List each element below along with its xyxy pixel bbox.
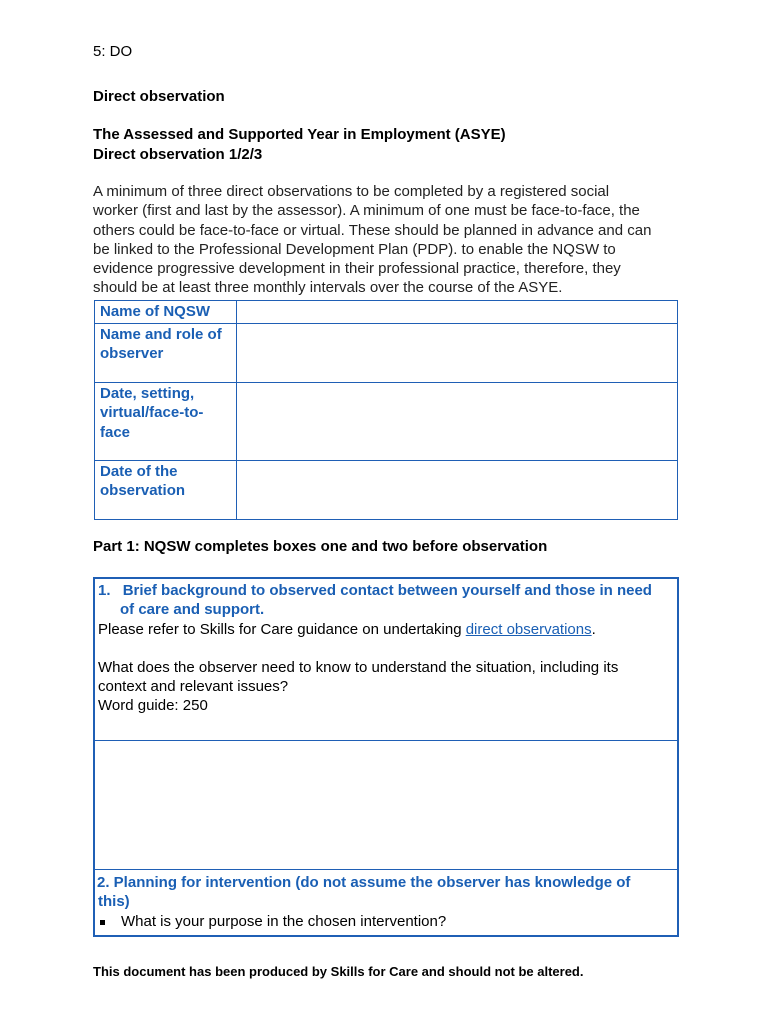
bullet-text: What is your purpose in the chosen intervention? (121, 913, 447, 930)
box1-question-line1: What does the observer need to know to understand the situation, including its (98, 659, 619, 676)
guidance-text: Please refer to Skills for Care guidance on undertaking (98, 621, 466, 638)
box2-bullet-item (98, 912, 446, 932)
label-line: Name of NQSW (100, 303, 211, 320)
observation-date-field[interactable] (237, 460, 678, 519)
section-title: Direct observation (93, 88, 225, 105)
section-code: 5: DO (93, 43, 133, 60)
table-row (95, 460, 678, 519)
nqsw-name-label (95, 301, 237, 324)
label-line: face (100, 423, 131, 441)
table-row (95, 323, 678, 382)
intro-line: A minimum of three direct observations to be completed by a registered social (93, 183, 610, 200)
label-line: Date of the (100, 462, 178, 480)
nqsw-name-field[interactable] (237, 301, 678, 324)
box1-guidance (98, 620, 596, 640)
direct-observations-link[interactable]: direct observations (465, 621, 592, 638)
divider (95, 869, 677, 870)
label-line: Name and role of (100, 325, 222, 343)
box1-title-line2: of care and support. (120, 601, 265, 618)
part1-box (93, 577, 679, 937)
document-subtitle: Direct observation 1/2/3 (93, 146, 263, 163)
box1-title-line1 (98, 581, 652, 601)
square-bullet-icon (100, 920, 105, 925)
part1-heading: Part 1: NQSW completes boxes one and two before observation (93, 538, 548, 555)
box2-title-line1: 2. Planning for intervention (do not assume the observer has knowledge of (97, 874, 631, 891)
intro-line: be linked to the Professional Development Plan (PDP). to enable the NQSW to (93, 240, 616, 258)
guidance-suffix: . (591, 621, 596, 638)
intro-line: evidence progressive development in their professional practice, therefore, they (93, 260, 621, 278)
box2-title-line2: this) (98, 893, 130, 910)
intro-line: others could be face-to-face or virtual. These should be planned in advance and can (93, 221, 652, 239)
date-setting-label (95, 382, 237, 460)
box1-number: 1. (98, 582, 111, 599)
observer-name-role-label (95, 323, 237, 382)
label-line: virtual/face-to- (100, 404, 204, 421)
footer-notice: This document has been produced by Skills for Care and should not be altered. (93, 964, 584, 979)
intro-line: worker (first and last by the assessor). A minimum of one must be face-to-face, the (93, 202, 640, 220)
observation-details-table (94, 300, 678, 520)
box1-question-line2: context and relevant issues? (98, 678, 289, 695)
divider (95, 740, 677, 741)
label-line: observer (100, 345, 164, 362)
box1-title: Brief background to observed contact between yourself and those in need (122, 582, 652, 599)
intro-paragraph (93, 182, 683, 298)
table-row (95, 301, 678, 324)
date-setting-field[interactable] (237, 382, 678, 460)
observer-name-role-field[interactable] (237, 323, 678, 382)
observation-date-label (95, 460, 237, 519)
label-line: observation (100, 482, 186, 499)
document-title: The Assessed and Supported Year in Employment (ASYE) (93, 126, 506, 143)
box1-word-guide: Word guide: 250 (98, 697, 208, 714)
box1-answer-area[interactable] (95, 742, 677, 869)
label-line: Date, setting, (100, 384, 195, 402)
intro-line: should be at least three monthly intervals over the course of the ASYE. (93, 279, 563, 297)
table-row (95, 382, 678, 460)
